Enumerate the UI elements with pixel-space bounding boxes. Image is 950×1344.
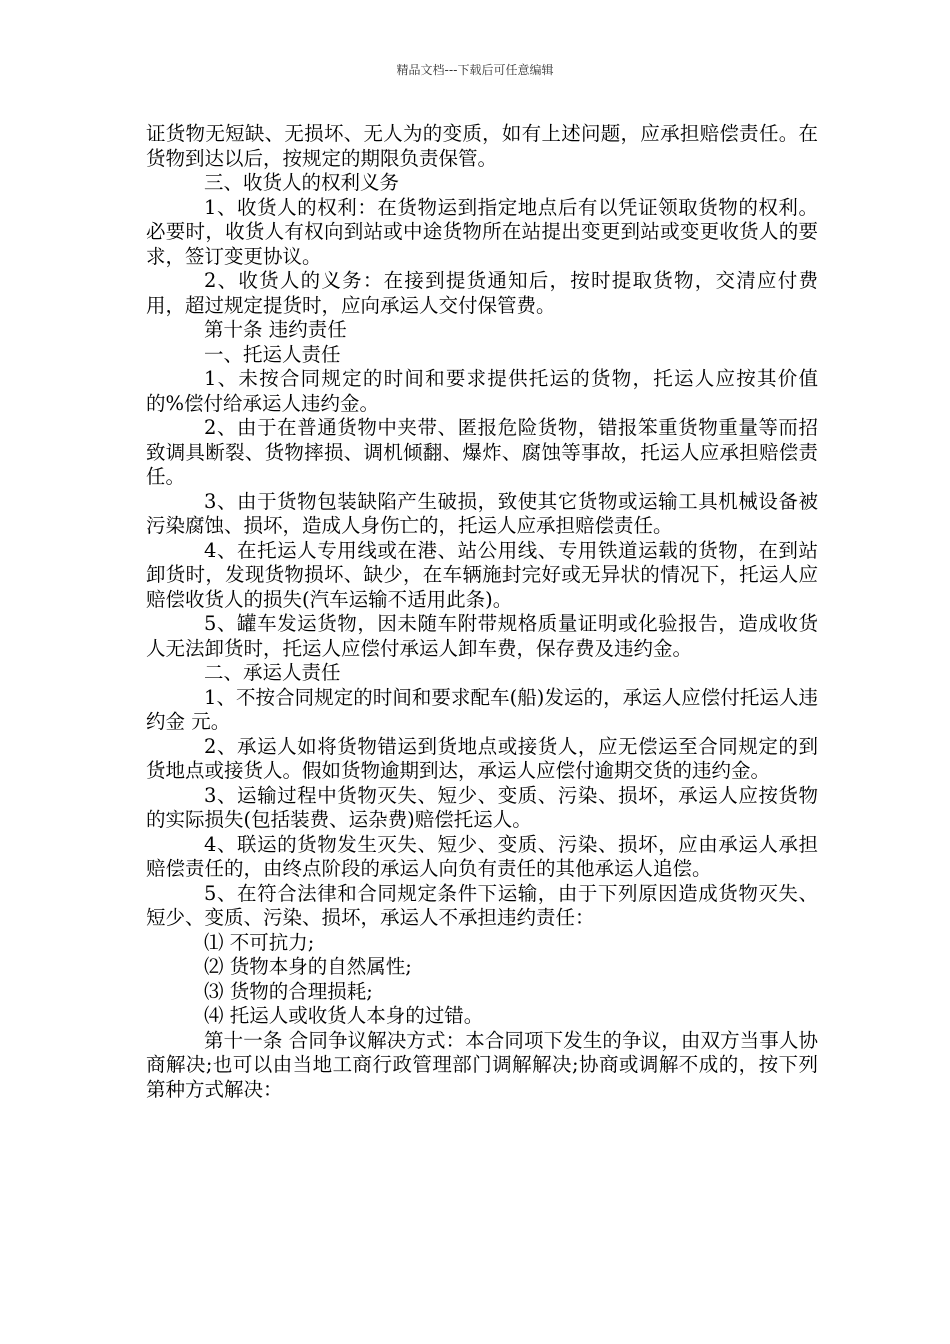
section-heading: 二、承运人责任	[204, 661, 341, 684]
section-heading: 一、托运人责任	[204, 342, 341, 366]
page-header: 精品文档---下载后可任意编辑	[396, 63, 554, 77]
paragraph: 4、联运的货物发生灭失、短少、变质、污染、损坏，应由承运人承担赔偿责任的，由终点阶段的承运人向负有责任的其他承运人追偿。	[146, 832, 818, 880]
list-item: ⑶ 货物的合理损耗;	[204, 979, 373, 1003]
paragraph: 5、罐车发运货物，因未随车附带规格质量证明或化验报告，造成收货人无法卸货时，托运人应偿付承运人卸车费，保存费及违约金。	[146, 612, 818, 660]
list-item: ⑴ 不可抗力;	[204, 930, 315, 954]
section-heading: 三、收货人的权利义务	[204, 171, 400, 194]
article-paragraph: 第十一条 合同争议解决方式：本合同项下发生的争议，由双方当事人协商解决;也可以由当地工商行政管理部门调解解决;协商或调解不成的，按下列第种方式解决：	[146, 1028, 818, 1101]
paragraph: 证货物无短缺、无损坏、无人为的变质，如有上述问题，应承担赔偿责任。在货物到达以后，按规定的期限负责保管。	[146, 122, 818, 170]
paragraph: 3、由于货物包装缺陷产生破损，致使其它货物或运输工具机械设备被污染腐蚀、损坏，造成人身伤亡的，托运人应承担赔偿责任。	[146, 489, 818, 537]
paragraph: 1、收货人的权利：在货物运到指定地点后有以凭证领取货物的权利。必要时，收货人有权向到站或中途货物所在站提出变更到站或变更收货人的要求，签订变更协议。	[146, 195, 818, 268]
article-heading: 第十条 违约责任	[204, 318, 347, 341]
document-body	[146, 122, 818, 1102]
paragraph: 1、未按合同规定的时间和要求提供托运的货物，托运人应按其价值的%偿付给承运人违约金。	[146, 367, 818, 415]
list-item: ⑷ 托运人或收货人本身的过错。	[204, 1004, 484, 1027]
paragraph: 2、承运人如将货物错运到货地点或接货人，应无偿运至合同规定的到货地点或接货人。假如货物逾期到达，承运人应偿付逾期交货的违约金。	[146, 734, 818, 782]
list-item: ⑵ 货物本身的自然属性;	[204, 955, 412, 978]
paragraph: 1、不按合同规定的时间和要求配车(船)发运的，承运人应偿付托运人违约金 元。	[146, 685, 818, 733]
paragraph: 2、由于在普通货物中夹带、匿报危险货物，错报笨重货物重量等而招致调具断裂、货物摔损、调机倾翻、爆炸、腐蚀等事故，托运人应承担赔偿责任。	[146, 416, 818, 488]
paragraph: 2、收货人的义务：在接到提货通知后，按时提取货物，交清应付费用，超过规定提货时，应向承运人交付保管费。	[146, 269, 818, 317]
paragraph: 5、在符合法律和合同规定条件下运输，由于下列原因造成货物灭失、短少、变质、污染、损坏，承运人不承担违约责任：	[146, 881, 818, 929]
paragraph: 4、在托运人专用线或在港、站公用线、专用铁道运载的货物，在到站卸货时，发现货物损坏、缺少，在车辆施封完好或无异状的情况下，托运人应赔偿收货人的损失(汽车运输不适用此条)。	[146, 538, 818, 611]
paragraph: 3、运输过程中货物灭失、短少、变质、污染、损坏，承运人应按货物的实际损失(包括装费、运杂费)赔偿托运人。	[146, 783, 818, 831]
